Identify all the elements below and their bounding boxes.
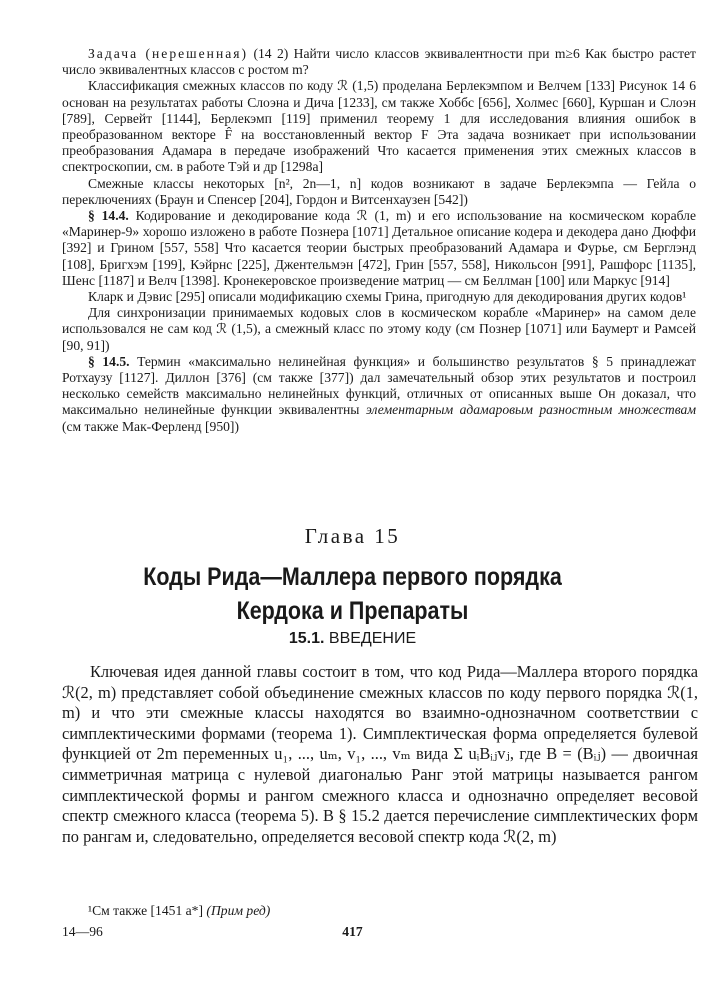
paragraph-clark-davis: Кларк и Дэвис [295] описали модификацию схемы Грина, пригодную для декодирования других кодов¹ — [88, 289, 687, 305]
problem-label: Задача (нерешенная) — [88, 46, 249, 61]
footnote-text: См также [1451 а*] — [92, 903, 204, 918]
chapter-title-line-1: Коды Рида—Маллера первого порядка — [143, 563, 562, 591]
italic-term: элементарным адамаровым разностным множествам — [365, 402, 697, 418]
footnote-mark: ¹ — [88, 903, 93, 918]
section-number: 15.1. — [288, 630, 325, 647]
section-14-5-text: Термин «максимально нелинейная функция» и большинство результатов § 5 принадлежат Ротхаузу [1127]. Диллон [376] (см также [377]) дал замечательный обзор этих результатов и построил несколько семейств максимально нелинейных функций, отличных от описанных выше Он доказал, что максимально нелинейные функции эквивалентны — [62, 353, 696, 418]
chapter-label: Глава 15 — [304, 524, 401, 548]
top-text-block — [62, 46, 696, 435]
footnote-editor-note: (Прим ред) — [206, 903, 271, 918]
paragraph-switching-problem: Смежные классы некоторых [n², 2n—1, n] кодов возникают в задаче Берлекэмпа — Гейла о переключениях (Браун и Спенсер [204], Гордон и Витсенхаузен [542]) — [62, 175, 696, 207]
section-14-5-tail: (см также Мак-Ферленд [950]) — [62, 418, 239, 434]
section-ref-14-4: § 14.4. — [88, 208, 129, 224]
main-text-block — [62, 662, 698, 847]
printer-signature: 14—96 — [62, 924, 103, 939]
section-ref-14-5: § 14.5. — [88, 353, 130, 369]
paragraph-section-14-4 — [62, 208, 696, 289]
section-heading — [0, 630, 705, 648]
intro-paragraph: Ключевая идея данной главы состоит в том, что код Рида—Маллера второго порядка ℛ(2, m) представляет собой объединение смежных классов по коду первого порядка ℛ(1, m) и что эти смежные классы находятся во взаимно-однозначном соответствии с симплектическими формами (теорема 1). Симплектическая форма определяется булевой функцией от 2m переменных u₁, ..., uₘ, v₁, ..., vₘ вида Σ uᵢBᵢⱼvⱼ, где B = (Bᵢⱼ) — двоичная симметричная матрица с нулевой диагональю Ранг этой матрицы называется рангом симплектической формы и рангом смежного класса и однозначно определяет весовой спектр смежного класса (теорема 5). В § 15.2 дается перечисление симплектических форм по рангам и, следовательно, определяется весовой спектр кода ℛ(2, m) — [62, 662, 698, 846]
paragraph-mariner-sync: Для синхронизации принимаемых кодовых слов в космическом корабле «Маринер» на самом деле использовался не сам код ℛ (1,5), а смежный класс по этому коду (см Познер [1071] или Баумерт и Рамсей [90, 91]) — [62, 305, 696, 353]
paragraph-open-problem — [62, 46, 696, 78]
chapter-title — [49, 560, 655, 628]
section-14-4-text: Кодирование и декодирование кода ℛ (1, m) и его использование на космическом корабле «Маринер-9» хорошо изложено в работе Познера [1071] Детальное описание кодера и декодера дано Дюффи [392] и Грином [557, 558] Что касается теории быстрых преобразований Адамара и Фурье, см Берглэнд [108], Бригхэм [199], Кэйрнс [225], Джентельмэн [472], Грин [557, 558], Никольсон [991], Рашфорс [1135], Шенс [1187] и Велч [1398]. Кронекеровское произведение матриц — см Беллман [100] или Маркус [914] — [62, 208, 696, 288]
problem-text: (14 2) Найти число классов эквивалентности при m≥6 Как быстро растет число эквивалентных классов с ростом m? — [62, 46, 696, 78]
section-title: ВВЕДЕНИЕ — [328, 630, 417, 647]
paragraph-coset-classification: Классификация смежных классов по коду ℛ (1,5) проделана Берлекэмпом и Велчем [133] Рисунок 14 6 основан на результатах работы Слоэна и Дича [1233], см также Хоббс [656], Холмес [660], Куршан и Слоэн [789], Сервейт [1144], Берлекэмп [119] применил теорему 1 для исследования влияния ошибок в преобразованном векторе F̂ на восстановленный вектор F Эта задача возникает при использовании преобразования Адамара в передаче изображений Что касается применения этих смежных классов в спектроскопии, см. в работе Тэй и др [1298а] — [62, 78, 696, 175]
paragraph-section-14-5 — [62, 354, 696, 435]
page-number: 417 — [342, 924, 363, 939]
chapter-title-line-2: Кердока и Препараты — [236, 597, 469, 625]
footnote — [88, 903, 270, 919]
